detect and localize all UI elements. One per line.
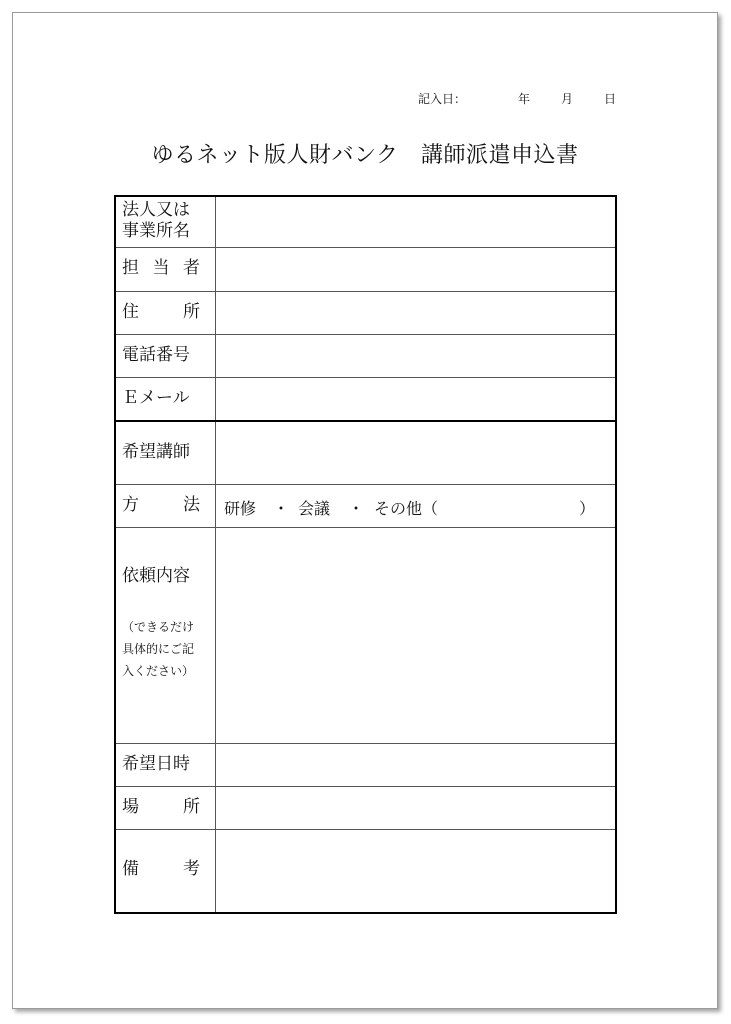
label-corporation-line2: 事業所名 — [122, 221, 190, 241]
label-method-char2: 法 — [183, 495, 200, 515]
label-method-char1: 方 — [122, 495, 139, 515]
label-place-char1: 場 — [122, 797, 139, 817]
row-corporation — [116, 197, 615, 247]
label-desired-lecturer: 希望講師 — [122, 442, 190, 462]
request-note-line2: 具体的にご記 — [122, 642, 195, 656]
row-desired-datetime — [116, 743, 615, 786]
year-label: 年 — [518, 92, 531, 106]
method-close-paren: ） — [579, 499, 596, 518]
form-title: ゆるネット版人財バンク 講師派遣申込書 — [151, 143, 579, 168]
label-address-char2: 所 — [183, 302, 200, 322]
row-request-content — [116, 527, 615, 743]
request-content-note — [122, 616, 194, 682]
month-label: 月 — [561, 92, 574, 106]
method-option-other: その他（ — [374, 499, 439, 518]
request-note-line3: 入ください） — [122, 664, 195, 678]
method-option-meeting: 会議 — [298, 499, 331, 518]
request-note-line1: （できるだけ — [122, 620, 195, 634]
label-place — [122, 797, 200, 818]
label-contact-person — [122, 258, 200, 279]
method-separator-1: ・ — [273, 499, 290, 518]
label-desired-datetime: 希望日時 — [122, 754, 190, 774]
entry-date-label: 記入日： — [418, 92, 467, 106]
label-remarks-char1: 備 — [122, 859, 139, 879]
label-address — [122, 302, 200, 323]
method-separator-2: ・ — [348, 499, 365, 518]
day-label: 日 — [604, 92, 617, 106]
application-form-table — [114, 195, 617, 914]
row-phone — [116, 334, 615, 377]
label-request-content: 依頼内容 — [122, 566, 190, 586]
label-method — [122, 495, 200, 516]
label-remarks-char2: 考 — [183, 859, 200, 879]
label-contact-person-char3: 者 — [183, 258, 200, 278]
label-corporation-line1: 法人又は — [122, 200, 190, 220]
method-option-training: 研修 — [224, 499, 257, 518]
row-place — [116, 786, 615, 829]
row-contact-person — [116, 247, 615, 291]
label-email: Ｅメール — [122, 388, 190, 408]
label-phone: 電話番号 — [122, 345, 190, 365]
row-method — [116, 484, 615, 527]
label-remarks — [122, 859, 200, 880]
entry-date-line — [418, 90, 628, 108]
row-address — [116, 291, 615, 334]
label-place-char2: 所 — [183, 797, 200, 817]
label-contact-person-char2: 当 — [152, 258, 170, 278]
label-address-char1: 住 — [122, 302, 139, 322]
row-email — [116, 377, 615, 420]
label-corporation — [122, 200, 190, 242]
row-desired-lecturer — [116, 420, 615, 484]
label-contact-person-char1: 担 — [122, 258, 139, 278]
row-remarks — [116, 829, 615, 912]
